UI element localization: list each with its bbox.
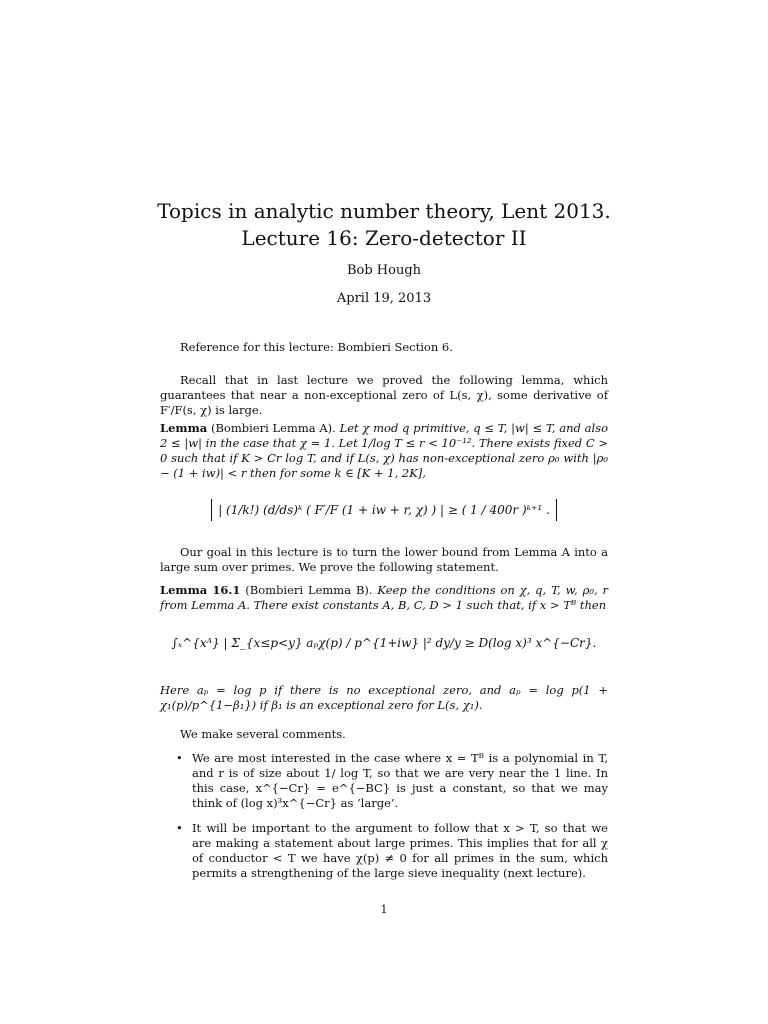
lemma-b-formula: ∫ₓ^{xᴬ} | Σ_{x≤p<y} aₚχ(p) / p^{1+iw} |² dy/y ≥ D(log x)³ x^{−Cr}. — [171, 636, 597, 650]
paper-title-line1: Topics in analytic number theory, Lent 2013. — [157, 199, 611, 223]
lemma-a-display — [160, 499, 608, 521]
reference-paragraph — [160, 340, 608, 355]
lemma-a-formula: | (1/k!) (d/ds)ᵏ ( F′/F (1 + iw + r, χ) ) | ≥ ( 1 / 400r )ᵏ⁺¹ . — [211, 499, 557, 521]
page-number: 1 — [380, 903, 388, 916]
lemma-b-paragraph — [160, 583, 608, 613]
date: April 19, 2013 — [336, 291, 432, 306]
bullet-text-1: We are most interested in the case where x = Tᴮ is a polynomial in T, and r is of size about 1/ log T, so that we are very near the 1 line. In this case, x^{−Cr} = e^{−BC} is just a constant, so that we may think of (log x)³x^{−Cr} as ‘large’. — [192, 751, 608, 810]
lemma-a-body: Let χ mod q primitive, q ≤ T, |w| ≤ T, and also 2 ≤ |w| in the case that χ = 1. Let 1/log T ≤ r < 10⁻¹². There exists fixed C > 0 such that if K > Cr log T, and if L(s, χ) has non-exceptional zero ρ₀ with |ρ₀ − (1 + iw)| < r then for some k ∈ [K + 1, 2K], — [160, 421, 609, 480]
lemma-b-head: Lemma 16.1 — [160, 583, 241, 597]
comments-list — [160, 751, 608, 891]
lemma-a-paren: (Bombieri Lemma A). — [210, 421, 336, 435]
comments-intro: We make several comments. — [180, 727, 346, 741]
paper-title-line2: Lecture 16: Zero-detector II — [241, 226, 527, 250]
recall-paragraph: Recall that in last lecture we proved the following lemma, which guarantees that near a non-exceptional zero of L(s, χ), some derivative of F′/F(s, χ) is large. — [160, 373, 608, 417]
lemma-b-paren: (Bombieri Lemma B). — [245, 583, 373, 597]
goal-paragraph: Our goal in this lecture is to turn the lower bound from Lemma A into a large sum over primes. We prove the following statement. — [160, 545, 608, 574]
lemma-b-display — [160, 636, 608, 650]
reference-text: Reference for this lecture: Bombieri Section 6. — [180, 340, 453, 354]
bullet-icon: • — [176, 821, 183, 835]
lemma-a-head: Lemma — [160, 421, 208, 435]
lemma-b-note: Here aₚ = log p if there is no exceptional zero, and aₚ = log p(1 + χ₁(p)/p^{1−β₁}) if β₁ is an exceptional zero for L(s, χ₁). — [160, 683, 608, 712]
author: Bob Hough — [346, 263, 422, 278]
list-item — [160, 751, 608, 811]
lemma-a-paragraph — [160, 421, 608, 481]
list-item — [160, 821, 608, 881]
bullet-icon: • — [176, 751, 183, 765]
lemma-b-body: Keep the conditions on χ, q, T, w, ρ₀, r from Lemma A. There exist constants A, B, C, D > 1 such that, if x > Tᴮ then — [160, 583, 608, 612]
bullet-text-2: It will be important to the argument to follow that x > T, so that we are making a statement about large primes. This implies that for all χ of conductor < T we have χ(p) ≠ 0 for all primes in the sum, which permits a strengthening of the large sieve inequality (next lecture). — [192, 821, 608, 880]
